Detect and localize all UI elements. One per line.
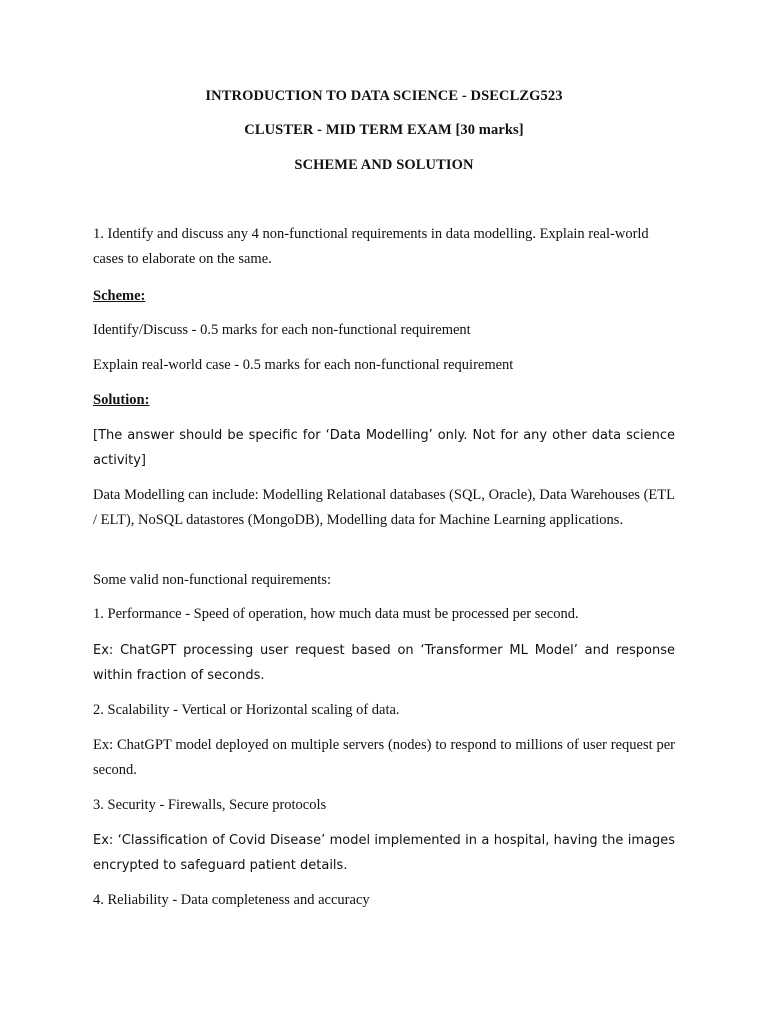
requirement-reliability: 4. Reliability - Data completeness and accuracy — [93, 892, 370, 908]
requirement-performance: 1. Performance - Speed of operation, how much data must be processed per second. — [93, 606, 579, 622]
requirement-security: 3. Security - Firewalls, Secure protocols — [93, 797, 327, 813]
example-security: Ex: ‘Classification of Covid Disease’ model implemented in a hospital, having the images encrypted to safeguard patient details. — [93, 833, 675, 873]
solution-heading: Solution: — [93, 392, 150, 408]
example-performance: Ex: ChatGPT processing user request based on ‘Transformer ML Model’ and response within fraction of seconds. — [93, 643, 675, 683]
solution-intro: Data Modelling can include: Modelling Relational databases (SQL, Oracle), Data Warehouses (ETL / ELT), NoSQL datastores (MongoDB), Modelling data for Machine Learning applications. — [93, 487, 675, 528]
solution-note: [The answer should be specific for ‘Data Modelling’ only. Not for any other data science activity] — [93, 428, 675, 468]
valid-requirements-lead: Some valid non-functional requirements: — [93, 572, 331, 588]
exam-title: CLUSTER - MID TERM EXAM [30 marks] — [244, 122, 524, 138]
course-title: INTRODUCTION TO DATA SCIENCE - DSECLZG523 — [205, 88, 563, 104]
requirement-scalability: 2. Scalability - Vertical or Horizontal scaling of data. — [93, 702, 400, 718]
example-scalability: Ex: ChatGPT model deployed on multiple servers (nodes) to respond to millions of user request per second. — [93, 737, 675, 778]
scheme-heading: Scheme: — [93, 288, 146, 304]
scheme-line-identify: Identify/Discuss - 0.5 marks for each non-functional requirement — [93, 322, 471, 338]
scheme-line-explain: Explain real-world case - 0.5 marks for each non-functional requirement — [93, 357, 514, 373]
document-type-title: SCHEME AND SOLUTION — [294, 157, 474, 173]
question-text: 1. Identify and discuss any 4 non-functional requirements in data modelling. Explain real-world cases to elaborate on the same. — [93, 226, 649, 267]
